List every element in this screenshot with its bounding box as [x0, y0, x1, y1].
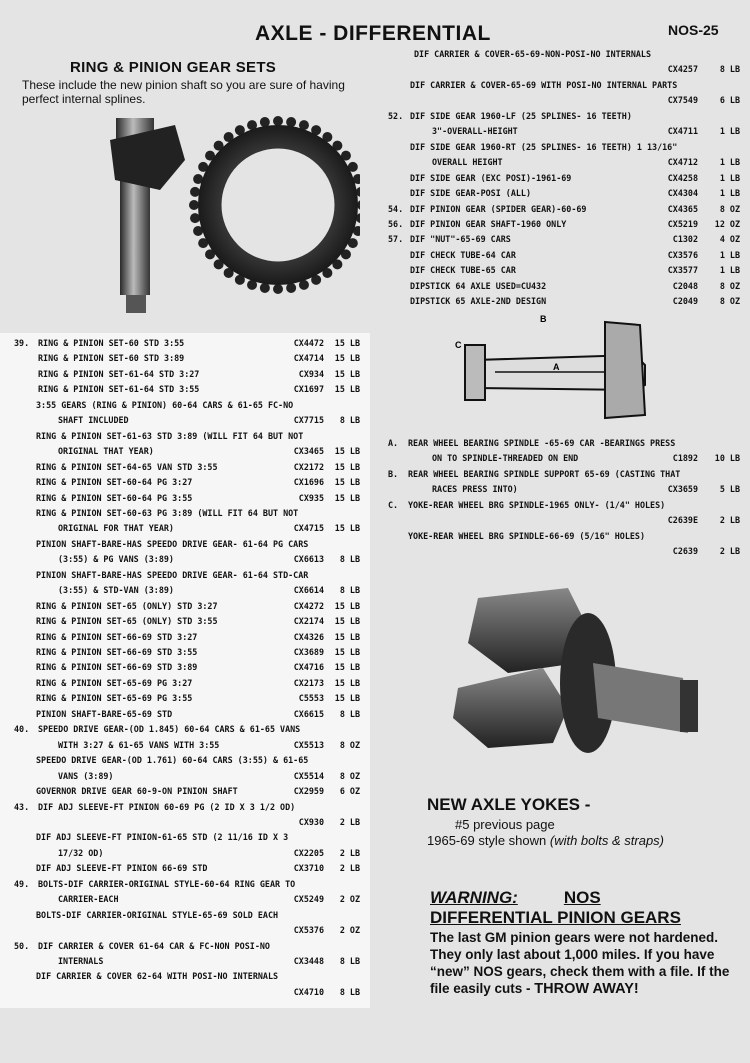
item-description: (3:55) & PG VANS (3:89)	[58, 554, 174, 565]
list-item	[0, 508, 370, 523]
item-weight: 1 LB	[719, 188, 740, 199]
item-weight: 8 LB	[339, 415, 360, 426]
warning-box	[430, 888, 745, 998]
item-number: 50.	[14, 940, 30, 951]
item-description: DIF CHECK TUBE-64 CAR	[410, 249, 516, 260]
item-weight: 15 LB	[334, 693, 360, 704]
part-number: CX5249	[293, 894, 324, 905]
item-weight: 6 LB	[719, 95, 740, 106]
item-weight: 2 LB	[339, 863, 360, 874]
list-item	[0, 755, 370, 770]
item-weight: 8 LB	[339, 986, 360, 997]
item-description: ORIGINAL FOR THAT YEAR)	[58, 523, 174, 534]
item-weight: 15 LB	[334, 647, 360, 657]
item-weight: 8 LB	[339, 708, 360, 719]
yokes-style	[427, 833, 664, 848]
item-number: 56.	[388, 218, 404, 229]
item-description: DIF SIDE GEAR 1960-LF (25 SPLINES- 16 TEETH)	[410, 110, 632, 121]
part-number: CX2174	[293, 616, 324, 627]
item-description: CARRIER-EACH	[58, 894, 119, 905]
part-number: CX4326	[293, 631, 324, 642]
part-number: C2639E	[667, 515, 698, 526]
item-weight: 8 OZ	[719, 203, 740, 214]
item-number: 39.	[14, 338, 30, 348]
list-item	[0, 616, 370, 631]
part-number: CX3689	[293, 647, 324, 657]
item-description: DIF "NUT"-65-69 CARS	[410, 234, 511, 245]
list-item	[0, 848, 370, 863]
item-description: RING & PINION SET-65 (ONLY) STD 3:55	[36, 616, 218, 627]
part-number: C1892	[672, 453, 698, 464]
item-weight: 8 OZ	[339, 739, 360, 750]
item-description: INTERNALS	[58, 956, 104, 966]
item-description: ON TO SPINDLE-THREADED ON END	[432, 453, 579, 464]
item-description: RING & PINION SET-60 STD 3:55	[38, 338, 185, 348]
list-item	[0, 693, 370, 708]
part-number: CX7715	[293, 415, 324, 426]
part-number: CX4258	[667, 172, 698, 183]
page-title: AXLE - DIFFERENTIAL	[255, 22, 491, 45]
item-description: RING & PINION SET-65-69 PG 3:55	[36, 693, 193, 704]
item-weight: 15 LB	[334, 353, 360, 364]
intro-text: These include the new pinion shaft so you are sure of having perfect internal splines.	[22, 78, 345, 106]
item-description: SPEEDO DRIVE GEAR-(OD 1.845) 60-64 CARS & 61-65 VANS	[38, 724, 301, 735]
item-description: DIF CARRIER & COVER 61-64 CAR & FC-NON POSI-NO	[38, 940, 270, 951]
item-description: RING & PINION SET-60 STD 3:89	[38, 353, 185, 364]
part-number: CX5219	[667, 218, 698, 229]
item-weight: 15 LB	[334, 492, 360, 503]
part-number: CX2172	[293, 461, 324, 472]
list-item	[0, 523, 370, 538]
part-number: C2048	[672, 280, 698, 291]
item-description: RING & PINION SET-61-63 STD 3:89 (WILL FIT 64 BUT NOT	[36, 430, 304, 441]
item-description: GOVERNOR DRIVE GEAR 60-9-ON PINION SHAFT	[36, 786, 238, 797]
list-item	[370, 546, 750, 561]
list-item	[0, 987, 370, 1002]
list-item	[0, 431, 370, 446]
yokes-reference: #5 previous page	[455, 817, 555, 832]
ring-pinion-gear-image	[100, 110, 360, 320]
item-number: 43.	[14, 801, 30, 812]
item-description: DIPSTICK 64 AXLE USED=CU432	[410, 280, 547, 291]
item-weight: 1 LB	[719, 172, 740, 183]
item-weight: 4 OZ	[719, 234, 740, 245]
item-description: YOKE-REAR WHEEL BRG SPINDLE-66-69 (5/16" HOLES)	[408, 530, 645, 541]
item-weight: 15 LB	[334, 523, 360, 534]
list-item	[0, 632, 370, 647]
list-item	[0, 647, 370, 662]
list-item	[370, 453, 750, 468]
item-weight: 1 LB	[719, 157, 740, 168]
list-item	[0, 338, 370, 353]
list-item	[370, 173, 750, 188]
item-description: DIF PINION GEAR SHAFT-1960 ONLY	[410, 218, 567, 229]
item-description: PINION SHAFT-BARE-65-69 STD	[36, 708, 173, 719]
list-item	[0, 678, 370, 693]
item-number: 49.	[14, 878, 30, 889]
item-description: SHAFT INCLUDED	[58, 415, 129, 426]
item-number: 54.	[388, 203, 404, 214]
list-item	[370, 142, 750, 157]
item-description: BOLTS-DIF CARRIER-ORIGINAL STYLE-60-64 RING GEAR TO	[38, 878, 296, 889]
list-item	[0, 740, 370, 755]
list-item	[0, 585, 370, 600]
list-item	[0, 941, 370, 956]
item-description: DIF CARRIER & COVER 62-64 WITH POSI-NO INTERNALS	[36, 971, 279, 982]
yokes-title: NEW AXLE YOKES -	[427, 795, 591, 814]
part-number: CX4304	[667, 188, 698, 199]
axle-yoke-image	[448, 568, 708, 783]
part-number: CX6613	[293, 554, 324, 565]
list-item	[370, 500, 750, 515]
item-description: DIF CARRIER & COVER-65-69-NON-POSI-NO INTERNALS	[414, 49, 651, 59]
item-weight: 5 LB	[719, 484, 740, 495]
item-weight: 1 LB	[719, 126, 740, 137]
list-item	[370, 469, 750, 484]
item-description: RING & PINION SET-61-64 STD 3:27	[38, 368, 200, 379]
item-number: 40.	[14, 724, 30, 735]
list-item	[0, 554, 370, 569]
item-description: RING & PINION SET-60-63 PG 3:89 (WILL FIT 64 BUT NOT	[36, 507, 299, 518]
list-item	[370, 111, 750, 126]
item-weight: 15 LB	[334, 677, 360, 688]
item-weight: 8 LB	[339, 585, 360, 596]
part-number: CX4711	[667, 126, 698, 137]
list-item	[370, 234, 750, 249]
list-item	[370, 219, 750, 234]
part-number: CX5376	[293, 925, 324, 936]
list-item	[370, 64, 750, 79]
list-item	[0, 786, 370, 801]
item-description: DIF ADJ SLEEVE-FT PINION 66-69 STD	[36, 863, 208, 874]
list-item	[0, 570, 370, 585]
list-item	[370, 296, 750, 311]
item-weight: 2 LB	[339, 847, 360, 858]
part-number: CX4472	[293, 338, 324, 348]
list-item	[370, 80, 750, 95]
part-number: CX3465	[293, 446, 324, 457]
list-item	[0, 817, 370, 832]
list-item	[0, 925, 370, 940]
part-number: CX1696	[293, 477, 324, 488]
item-description: RING & PINION SET-66-69 STD 3:55	[36, 647, 198, 657]
item-weight: 15 LB	[334, 616, 360, 627]
item-weight: 8 LB	[339, 956, 360, 966]
warning-emphasis: THROW AWAY!	[534, 981, 639, 997]
item-weight: 15 LB	[334, 384, 360, 395]
part-number: C5553	[298, 693, 324, 704]
part-number: CX2205	[293, 847, 324, 858]
part-number: CX7549	[667, 95, 698, 106]
list-item	[0, 771, 370, 786]
item-weight: 15 LB	[334, 461, 360, 472]
item-description: REAR WHEEL BEARING SPINDLE -65-69 CAR -BEARINGS PRESS	[408, 438, 676, 448]
item-description: RING & PINION SET-60-64 PG 3:55	[36, 492, 193, 503]
part-number: CX934	[298, 368, 324, 379]
list-item	[0, 724, 370, 739]
list-item	[370, 281, 750, 296]
item-description: DIF SIDE GEAR 1960-RT (25 SPLINES- 16 TEETH) 1 13/16"	[410, 141, 678, 152]
item-description: PINION SHAFT-BARE-HAS SPEEDO DRIVE GEAR- 61-64 STD-CAR	[36, 569, 309, 580]
item-description: (3:55) & STD-VAN (3:89)	[58, 585, 174, 596]
warning-body: The last GM pinion gears were not hardened. They only last about 1,000 miles. If you have “new” NOS gears, check them with a file. If the file easily cuts -	[430, 930, 730, 996]
list-item	[0, 539, 370, 554]
item-description: REAR WHEEL BEARING SPINDLE SUPPORT 65-69 (CASTING THAT	[408, 468, 681, 479]
item-description: 17/32 OD)	[58, 847, 104, 858]
part-number: CX1697	[293, 384, 324, 395]
list-item	[370, 126, 750, 141]
item-weight: 15 LB	[334, 446, 360, 457]
list-item	[370, 204, 750, 219]
list-item	[370, 515, 750, 530]
item-description: DIF ADJ SLEEVE-FT PINION 60-69 PG (2 ID X 3 1/2 OD)	[38, 801, 296, 812]
item-description: RACES PRESS INTO)	[432, 484, 518, 495]
list-item	[0, 956, 370, 971]
part-number: CX3659	[667, 484, 698, 495]
item-weight: 6 OZ	[339, 786, 360, 797]
list-item	[370, 484, 750, 499]
item-description: RING & PINION SET-64-65 VAN STD 3:55	[36, 461, 218, 472]
item-description: RING & PINION SET-65-69 PG 3:27	[36, 677, 193, 688]
list-item	[370, 95, 750, 110]
part-number: CX930	[298, 816, 324, 827]
list-item	[0, 400, 370, 415]
item-description: 3:55 GEARS (RING & PINION) 60-64 CARS & 61-65 FC-NO	[36, 399, 294, 410]
list-item	[370, 188, 750, 203]
spindle-parts-list	[370, 436, 750, 566]
item-weight: 2 LB	[719, 546, 740, 557]
list-item	[370, 265, 750, 280]
page-number: NOS-25	[668, 22, 719, 38]
part-number: CX4715	[293, 523, 324, 534]
list-item	[370, 438, 750, 453]
item-description: RING & PINION SET-66-69 STD 3:27	[36, 631, 198, 642]
item-description: OVERALL HEIGHT	[432, 157, 503, 168]
item-description: VANS (3:89)	[58, 770, 114, 781]
part-number: CX2959	[293, 786, 324, 797]
list-item	[0, 910, 370, 925]
item-description: RING & PINION SET-65 (ONLY) STD 3:27	[36, 600, 218, 611]
part-number: CX6614	[293, 585, 324, 596]
item-weight: 15 LB	[334, 631, 360, 642]
list-item	[370, 250, 750, 265]
item-weight: 2 LB	[719, 515, 740, 526]
item-description: YOKE-REAR WHEEL BRG SPINDLE-1965 ONLY- (1/4" HOLES)	[408, 499, 666, 510]
item-weight: 15 LB	[334, 338, 360, 348]
part-number: CX4714	[293, 353, 324, 364]
warning-title-1: NOS	[563, 888, 601, 907]
part-number: C2639	[672, 546, 698, 557]
item-number: B.	[388, 468, 399, 479]
part-number: CX4716	[293, 662, 324, 673]
part-number: C1302	[672, 234, 698, 245]
item-description: BOLTS-DIF CARRIER-ORIGINAL STYLE-65-69 SOLD EACH	[36, 909, 279, 920]
list-item	[0, 863, 370, 878]
list-item	[0, 601, 370, 616]
list-item	[0, 832, 370, 847]
item-weight: 1 LB	[719, 265, 740, 276]
item-description: DIF PINION GEAR (SPIDER GEAR)-60-69	[410, 203, 587, 214]
item-description: RING & PINION SET-66-69 STD 3:89	[36, 662, 198, 673]
list-item	[0, 415, 370, 430]
list-item	[370, 157, 750, 172]
part-number: CX4257	[667, 64, 698, 75]
yokes-style-note: (with bolts & straps)	[549, 833, 665, 848]
list-item	[0, 493, 370, 508]
item-weight: 8 OZ	[339, 770, 360, 781]
section-title: RING & PINION GEAR SETS	[70, 59, 277, 76]
item-description: 3"-OVERALL-HEIGHT	[432, 126, 518, 137]
item-weight: 8 LB	[719, 64, 740, 75]
item-weight: 2 OZ	[339, 894, 360, 905]
diagram-label-c: C	[455, 340, 462, 350]
list-item	[0, 369, 370, 384]
item-description: DIF ADJ SLEEVE-FT PINION-61-65 STD (2 11/16 ID X 3	[36, 832, 289, 843]
list-item	[370, 531, 750, 546]
list-item	[0, 446, 370, 461]
part-number: CX935	[298, 492, 324, 503]
list-item	[0, 353, 370, 368]
warning-text	[430, 929, 745, 998]
item-description: DIF CHECK TUBE-65 CAR	[410, 265, 516, 276]
part-number: C2049	[672, 296, 698, 307]
part-number: CX6615	[293, 708, 324, 719]
item-description: RING & PINION SET-61-64 STD 3:55	[38, 384, 200, 395]
item-weight: 15 LB	[334, 662, 360, 673]
item-description: RING & PINION SET-60-64 PG 3:27	[36, 477, 193, 488]
warning-title-2: DIFFERENTIAL PINION GEARS	[430, 908, 681, 927]
item-weight: 15 LB	[334, 368, 360, 379]
part-number: CX2173	[293, 677, 324, 688]
item-weight: 2 OZ	[339, 925, 360, 936]
item-number: 57.	[388, 234, 404, 245]
list-item	[0, 662, 370, 677]
list-item	[0, 802, 370, 817]
item-weight: 2 LB	[339, 816, 360, 827]
diagram-label-b: B	[540, 314, 547, 324]
warning-label: WARNING:	[430, 888, 518, 907]
list-item	[0, 384, 370, 399]
item-description: SPEEDO DRIVE GEAR-(OD 1.761) 60-64 CARS (3:55) & 61-65	[36, 755, 309, 766]
yokes-style-text: 1965-69 style shown	[427, 833, 550, 848]
item-weight: 1 LB	[719, 249, 740, 260]
list-item	[0, 477, 370, 492]
list-item	[370, 49, 750, 64]
item-description: DIF SIDE GEAR (EXC POSI)-1961-69	[410, 172, 572, 183]
rear-spindle-diagram	[455, 310, 660, 430]
item-description: PINION SHAFT-BARE-HAS SPEEDO DRIVE GEAR- 61-64 PG CARS	[36, 538, 309, 549]
diagram-label-a: A	[553, 362, 560, 372]
item-weight: 10 LB	[714, 453, 740, 464]
item-weight: 8 OZ	[719, 296, 740, 307]
list-item	[0, 879, 370, 894]
list-item	[0, 462, 370, 477]
part-number: CX4272	[293, 600, 324, 611]
ring-pinion-parts-list	[0, 333, 370, 1008]
part-number: CX3577	[667, 265, 698, 276]
warning-title	[430, 888, 745, 928]
list-item	[0, 894, 370, 909]
item-description: DIF CARRIER & COVER-65-69 WITH POSI-NO INTERNAL PARTS	[410, 79, 678, 90]
item-description: WITH 3:27 & 61-65 VANS WITH 3:55	[58, 739, 220, 750]
item-weight: 15 LB	[334, 477, 360, 488]
item-number: 52.	[388, 110, 404, 121]
part-number: CX3448	[293, 956, 324, 966]
list-item	[0, 709, 370, 724]
item-weight: 8 LB	[339, 554, 360, 565]
part-number: CX3576	[667, 249, 698, 260]
item-weight: 15 LB	[334, 600, 360, 611]
part-number: CX4710	[293, 986, 324, 997]
item-weight: 8 OZ	[719, 280, 740, 291]
item-number: A.	[388, 438, 399, 448]
item-description: DIPSTICK 65 AXLE-2ND DESIGN	[410, 296, 547, 307]
item-description: DIF SIDE GEAR-POSI (ALL)	[410, 188, 532, 199]
part-number: CX5513	[293, 739, 324, 750]
part-number: CX4712	[667, 157, 698, 168]
list-item	[0, 971, 370, 986]
part-number: CX4365	[667, 203, 698, 214]
item-weight: 12 OZ	[714, 218, 740, 229]
item-description: ORIGINAL THAT YEAR)	[58, 446, 154, 457]
part-number: CX5514	[293, 770, 324, 781]
item-number: C.	[388, 499, 399, 510]
part-number: CX3710	[293, 863, 324, 874]
differential-parts-list	[370, 45, 750, 305]
